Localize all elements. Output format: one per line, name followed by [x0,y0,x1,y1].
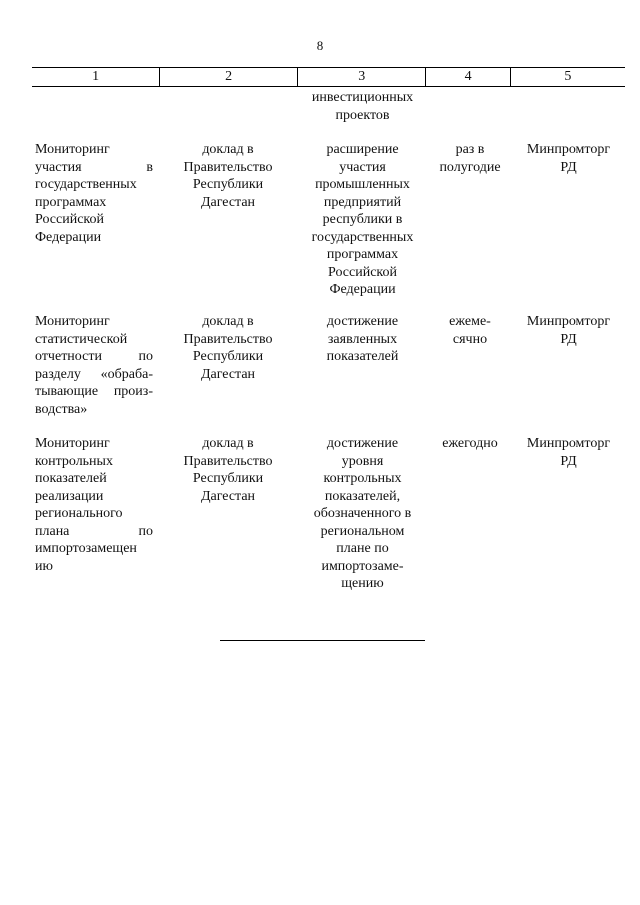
table-row-3-activity: Мониторинг контрольных показателей реализации регионального плана по импортозамещен ию [35,436,153,574]
table-row-2-activity: Мониторинг статистической отчетности по разделу «обраба- тывающие произ- водства» [35,314,153,417]
table-row-2-result: достижение заявленных показателей [326,314,399,364]
table-row-1-activity: Мониторинг участия в государственных программах Российской Федерации [35,142,153,245]
table-row-2-responsible: Минпромторг РД [526,314,611,347]
table-row-3-result: достижение уровня контрольных показателей, обозначенного в региональном плане по импортозаме- щению [313,436,412,591]
table-row-2-form: доклад в Правительство Республики Дагестан [183,314,273,382]
header-col-1: 1 [92,69,100,84]
header-col-4: 4 [425,68,509,86]
header-col-3: 3 [297,68,425,86]
header-col-2: 2 [159,68,297,86]
table-row-1-responsible: Минпромторг РД [526,142,611,175]
table-row-3-form: доклад в Правительство Республики Дагестан [183,436,273,504]
header-col-5: 5 [510,68,625,86]
table-row-1-period: раз в полугодие [439,142,501,175]
continuation-text: инвестиционных проектов [311,90,414,123]
end-of-document-rule [220,640,425,641]
table-header-row [32,67,625,87]
table-row-3-responsible: Минпромторг РД [526,436,611,469]
page-number: 8 [316,38,324,53]
table-row-1-result: расширение участия промышленных предприятий республики в государственных программах Российской Федерации [311,142,414,297]
table-row-1-form: доклад в Правительство Республики Дагестан [183,142,273,210]
table-row-3-period: ежегодно [442,436,498,451]
table-row-2-period: ежеме- сячно [449,314,491,347]
